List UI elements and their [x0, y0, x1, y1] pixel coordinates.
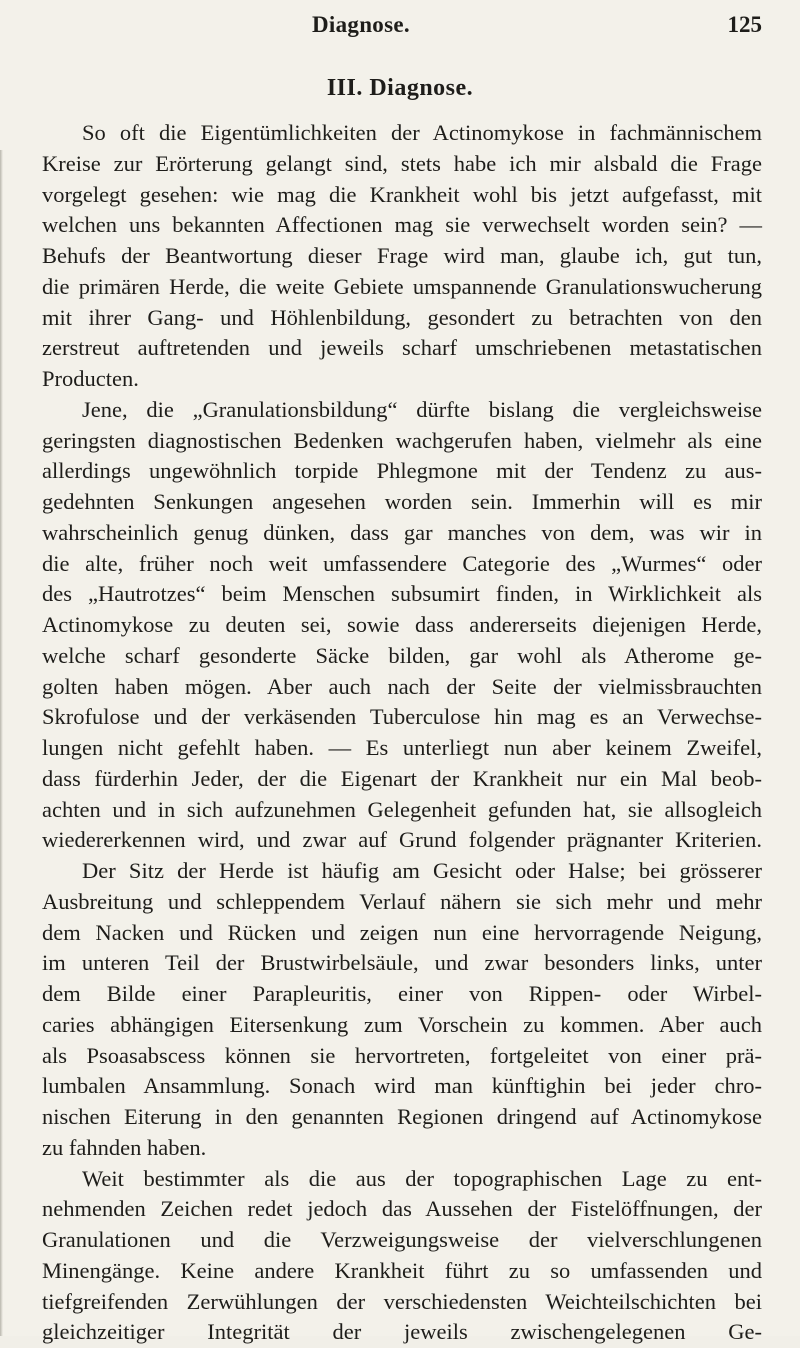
text-line: dass fürderhin Jeder, der die Eigenart der Krankheit nur ein Mal beob- — [42, 765, 762, 791]
text-line: die alte, früher noch weit umfassendere Categorie des „Wurmes“ oder — [42, 550, 762, 576]
page-number: 125 — [727, 12, 762, 37]
text-line: golten haben mögen. Aber auch nach der Seite der vielmissbrauchten — [42, 673, 762, 699]
section-heading: III. Diagnose. — [326, 75, 474, 101]
text-line: Kreise zur Erörterung gelangt sind, stets habe ich mir alsbald die Frage — [42, 150, 762, 176]
text-line: nehmenden Zeichen redet jedoch das Aussehen der Fistelöffnungen, der — [42, 1196, 762, 1222]
text-line: vorgelegt gesehen: wie mag die Krankheit wohl bis jetzt aufgefasst, mit — [42, 181, 762, 207]
text-line: nischen Eiterung in den genannten Regionen dringend auf Actinomykose — [42, 1104, 762, 1129]
text-line: welchen uns bekannten Affectionen mag sie verwechselt worden sein? — — [42, 212, 762, 238]
text-line: Ausbreitung und schleppendem Verlauf nähern sie sich mehr und mehr — [42, 888, 762, 914]
text-line: tiefgreifenden Zerwühlungen der verschiedensten Weichteilschichten bei — [42, 1288, 762, 1314]
text-line: dem Nacken und Rücken und zeigen nun eine hervorragende Neigung, — [42, 919, 762, 945]
running-head — [40, 6, 762, 46]
text-line: die primären Herde, die weite Gebiete umspannende Granulationswucherung — [42, 273, 762, 299]
text-line: des „Hautrotzes“ beim Menschen subsumirt finden, in Wirklichkeit als — [42, 581, 762, 607]
text-line: Granulationen und die Verzweigungsweise der vielverschlungenen — [42, 1227, 762, 1252]
text-line: gedehnten Senkungen angesehen worden sein. Immerhin will es mir — [42, 489, 762, 514]
text-line: Skrofulose und der verkäsenden Tuberculose hin mag es an Verwechse- — [42, 704, 762, 730]
body-text — [42, 118, 762, 1348]
text-line: Producten. — [42, 366, 139, 391]
text-line: als Psoasabscess können sie hervortreten, fortgeleitet von einer prä- — [42, 1042, 762, 1068]
text-line: dem Bilde einer Parapleuritis, einer von Rippen- oder Wirbel- — [42, 981, 762, 1006]
text-line: Minengänge. Keine andere Krankheit führt zu so umfassenden und — [42, 1257, 762, 1283]
text-line: mit ihrer Gang- und Höhlenbildung, gesondert zu betrachten von den — [42, 304, 762, 330]
text-line: zu fahnden haben. — [42, 1134, 207, 1160]
text-line: Behufs der Beantwortung dieser Frage wird man, glaube ich, gut tun, — [42, 243, 762, 268]
text-line: lungen nicht gefehlt haben. — Es unterliegt nun aber keinem Zweifel, — [42, 735, 762, 760]
running-head-title: Diagnose. — [312, 12, 410, 37]
text-line: zerstreut auftretenden und jeweils scharf umschriebenen metastatischen — [42, 335, 762, 361]
text-line: So oft die Eigentümlichkeiten der Actinomykose in fachmännischem — [82, 120, 762, 145]
binding-edge-shadow — [0, 150, 3, 1336]
text-line: allerdings ungewöhnlich torpide Phlegmone mit der Tendenz zu aus- — [42, 458, 762, 484]
text-line: geringsten diagnostischen Bedenken wachgerufen haben, vielmehr als eine — [42, 427, 762, 453]
text-line: wiedererkennen wird, und zwar auf Grund folgender prägnanter Kriterien. — [42, 827, 762, 853]
text-line: achten und in sich aufzunehmen Gelegenheit gefunden hat, sie allsogleich — [42, 796, 762, 822]
text-line: Weit bestimmter als die aus der topographischen Lage zu ent- — [82, 1165, 762, 1191]
text-line: gleichzeitiger Integrität der jeweils zwischengelegenen Ge- — [42, 1319, 762, 1345]
text-line: Der Sitz der Herde ist häufig am Gesicht oder Halse; bei grösserer — [82, 858, 762, 883]
text-line: Actinomykose zu deuten sei, sowie dass andererseits diejenigen Herde, — [42, 612, 762, 637]
text-line: welche scharf gesonderte Säcke bilden, gar wohl als Atherome ge- — [42, 642, 762, 668]
text-line: caries abhängigen Eitersenkung zum Vorschein zu kommen. Aber auch — [42, 1011, 762, 1037]
text-line: im unteren Teil der Brustwirbelsäule, und zwar besonders links, unter — [42, 950, 762, 976]
text-line: Jene, die „Granulationsbildung“ dürfte bislang die vergleichsweise — [82, 396, 762, 422]
text-line: lumbalen Ansammlung. Sonach wird man künftighin bei jeder chro- — [42, 1073, 762, 1099]
text-line: wahrscheinlich genug dünken, dass gar manches von dem, was wir in — [42, 519, 762, 545]
